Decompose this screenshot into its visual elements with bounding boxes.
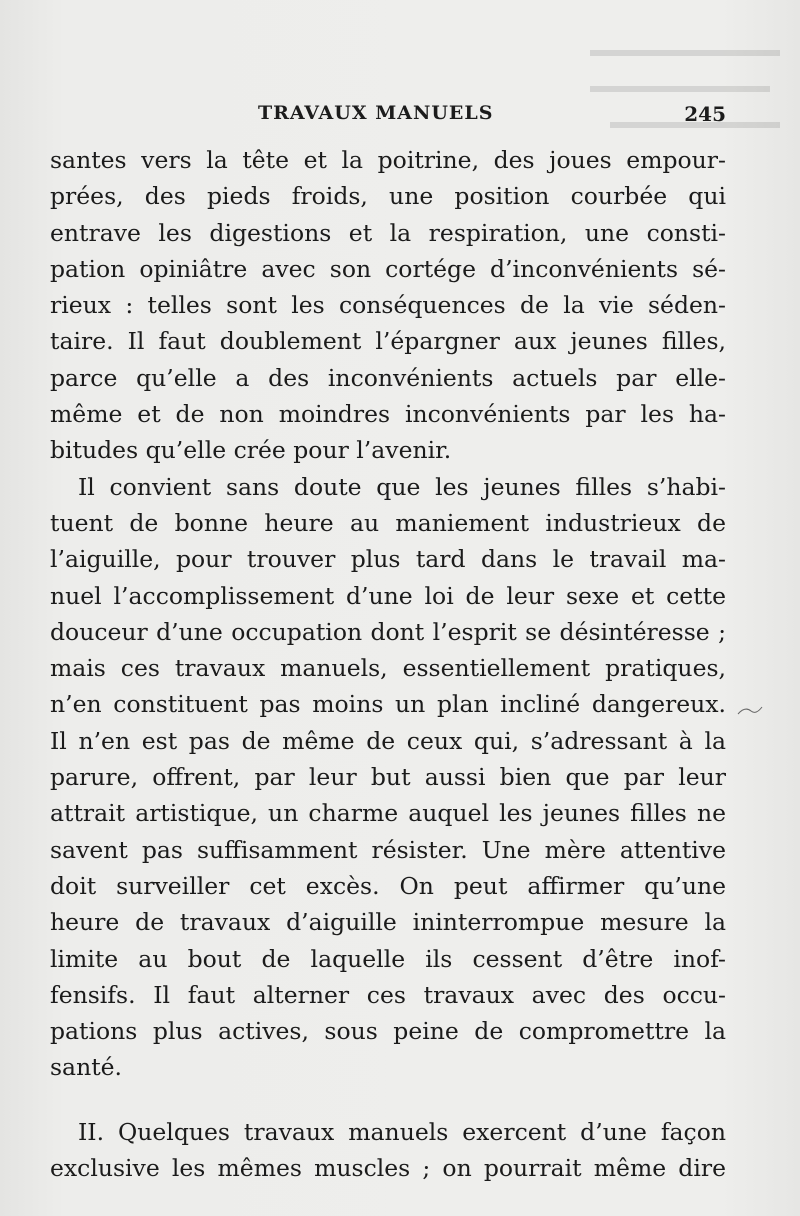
text-line: nuel l’accomplissement d’une loi de leur sexe et cette [50, 581, 726, 610]
text-line: II. Quelques travaux manuels exercent d’une façon [78, 1117, 726, 1146]
paragraph-2 [50, 469, 726, 1086]
text-line: exclusive les mêmes muscles ; on pourrait même dire [50, 1154, 726, 1183]
text-line: prées, des pieds froids, une position courbée qui [50, 182, 726, 211]
text-line: mais ces travaux manuels, essentiellement pratiques, [50, 654, 726, 683]
text-line: limite au bout de laquelle ils cessent d’être inof- [50, 944, 726, 973]
text-line: taire. Il faut doublement l’épargner aux jeunes filles, [50, 327, 726, 356]
text-line: pation opiniâtre avec son cortége d’inconvénients sé- [50, 254, 726, 283]
paragraph-3 [50, 1114, 726, 1187]
text-line: parce qu’elle a des inconvénients actuels par elle- [50, 363, 726, 392]
text-line: même et de non moindres inconvénients par les ha- [50, 400, 726, 429]
text-line: Il n’en est pas de même de ceux qui, s’adressant à la [50, 726, 726, 755]
text-line: rieux : telles sont les conséquences de la vie séden- [50, 291, 726, 320]
running-title: TRAVAUX MANUELS [258, 102, 494, 124]
page-number: 245 [684, 102, 726, 126]
text-line: savent pas suffisamment résister. Une mère attentive [50, 835, 726, 864]
paragraph-1 [50, 142, 726, 469]
margin-tick-mark [737, 704, 763, 716]
text-line: santes vers la tête et la poitrine, des joues empour- [50, 146, 726, 174]
text-line: Il convient sans doute que les jeunes filles s’habi- [78, 472, 726, 501]
text-line: heure de travaux d’aiguille ininterrompue mesure la [50, 908, 726, 937]
text-line: attrait artistique, un charme auquel les jeunes filles ne [50, 799, 726, 828]
text-line: tuent de bonne heure au maniement industrieux de [50, 508, 726, 537]
text-line: bitudes qu’elle crée pour l’avenir. [50, 436, 452, 465]
text-line: l’aiguille, pour trouver plus tard dans le travail ma- [50, 545, 726, 574]
text-line: entrave les digestions et la respiration, une consti- [50, 218, 726, 247]
text-line: santé. [50, 1053, 123, 1082]
paragraph-gap [50, 1086, 726, 1114]
text-line: douceur d’une occupation dont l’esprit se désintéresse ; [50, 617, 726, 646]
text-line: fensifs. Il faut alterner ces travaux avec des occu- [50, 980, 726, 1009]
body-text [50, 142, 726, 1186]
text-line: pations plus actives, sous peine de compromettre la [50, 1017, 726, 1046]
text-line: parure, offrent, par leur but aussi bien que par leur [50, 763, 726, 792]
text-line: doit surveiller cet excès. On peut affirmer qu’une [50, 871, 726, 900]
running-head [50, 102, 726, 132]
text-line: n’en constituent pas moins un plan incliné dangereux. [50, 690, 726, 719]
